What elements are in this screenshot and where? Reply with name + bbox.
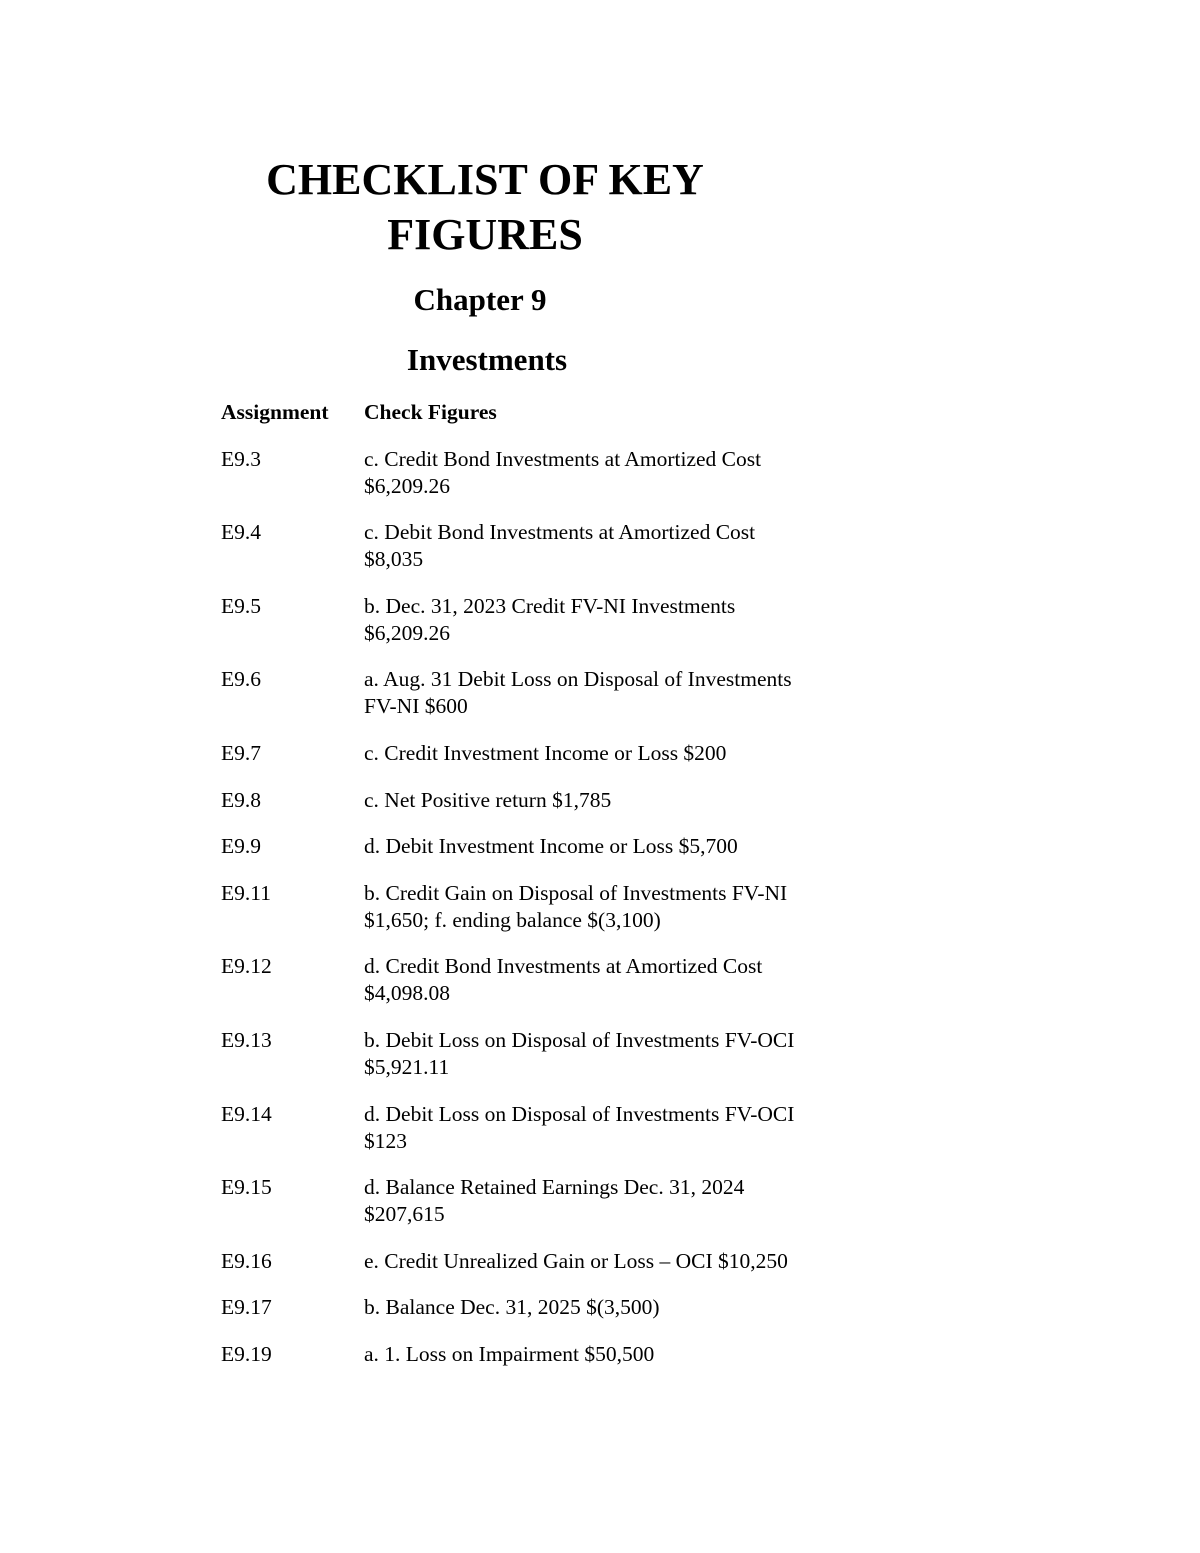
check-figure-cell: c. Credit Bond Investments at Amortized Cost $6,209.26 — [364, 446, 762, 498]
check-figure-cell: a. Aug. 31 Debit Loss on Disposal of Investments FV-NI $600 — [364, 667, 792, 719]
check-figure-cell: b. Dec. 31, 2023 Credit FV-NI Investments $6,209.26 — [364, 593, 736, 645]
check-figure-cell: e. Credit Unrealized Gain or Loss – OCI $10,250 — [364, 1248, 788, 1273]
assignment-cell: E9.14 — [221, 1101, 272, 1126]
table-row — [221, 519, 841, 573]
check-figure-cell: d. Debit Loss on Disposal of Investments FV-OCI $123 — [364, 1101, 795, 1153]
check-figure-cell: b. Credit Gain on Disposal of Investments FV-NI $1,650; f. ending balance $(3,100) — [364, 880, 788, 932]
check-figure-cell: b. Debit Loss on Disposal of Investments FV-OCI $5,921.11 — [364, 1027, 795, 1079]
check-figures-table — [221, 399, 841, 1388]
table-row — [221, 787, 841, 814]
table-row — [221, 1174, 841, 1228]
assignment-cell: E9.11 — [221, 880, 271, 905]
check-figure-cell: c. Debit Bond Investments at Amortized Cost $8,035 — [364, 520, 756, 572]
table-row — [221, 666, 841, 720]
check-figures-column-header: Check Figures — [364, 400, 497, 424]
check-figure-cell: a. 1. Loss on Impairment $50,500 — [364, 1341, 655, 1366]
assignment-cell: E9.9 — [221, 834, 262, 859]
document-title: CHECKLIST OF KEY FIGURES — [266, 155, 704, 259]
assignment-cell: E9.17 — [221, 1295, 272, 1320]
assignment-cell: E9.3 — [221, 446, 262, 471]
assignment-cell: E9.8 — [221, 787, 262, 812]
subject-heading: Investments — [406, 342, 568, 377]
assignment-cell: E9.12 — [221, 954, 272, 979]
chapter-heading: Chapter 9 — [413, 282, 547, 317]
check-figure-cell: d. Balance Retained Earnings Dec. 31, 2024 $207,615 — [364, 1175, 745, 1227]
assignment-column-header: Assignment — [221, 400, 329, 424]
check-figure-cell: d. Credit Bond Investments at Amortized Cost $4,098.08 — [364, 954, 763, 1006]
table-row — [221, 1027, 841, 1081]
assignment-cell: E9.6 — [221, 667, 262, 692]
check-figure-cell: d. Debit Investment Income or Loss $5,700 — [364, 834, 738, 859]
assignment-cell: E9.16 — [221, 1248, 272, 1273]
table-row — [221, 953, 841, 1007]
assignment-cell: E9.4 — [221, 520, 262, 545]
check-figure-cell: c. Net Positive return $1,785 — [364, 787, 612, 812]
table-row — [221, 1101, 841, 1155]
table-row — [221, 1341, 841, 1368]
table-row — [221, 833, 841, 860]
table-row — [221, 446, 841, 500]
table-header-row — [221, 399, 841, 426]
check-figure-cell: b. Balance Dec. 31, 2025 $(3,500) — [364, 1295, 660, 1320]
table-row — [221, 1294, 841, 1321]
check-figure-cell: c. Credit Investment Income or Loss $200 — [364, 740, 727, 765]
assignment-cell: E9.7 — [221, 740, 262, 765]
table-row — [221, 593, 841, 647]
table-row — [221, 740, 841, 767]
table-row — [221, 1248, 841, 1275]
table-row — [221, 880, 841, 934]
assignment-cell: E9.5 — [221, 593, 262, 618]
assignment-cell: E9.15 — [221, 1175, 272, 1200]
assignment-cell: E9.19 — [221, 1341, 272, 1366]
assignment-cell: E9.13 — [221, 1027, 272, 1052]
